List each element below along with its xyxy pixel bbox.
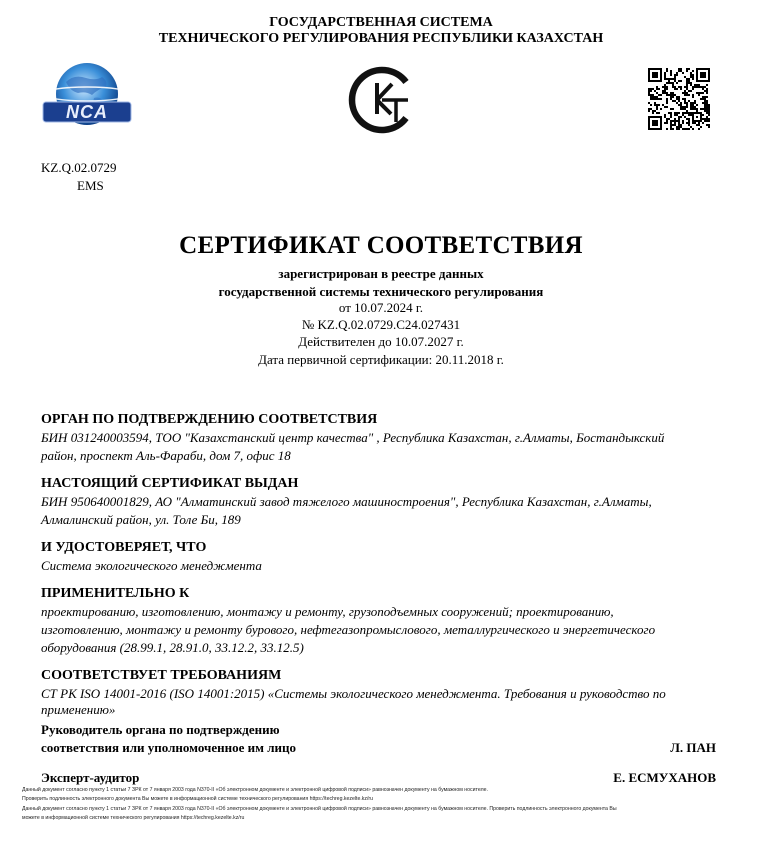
requirements-line-2: применению» [41,702,116,717]
authority-line-1: БИН 031240003594, ТОО "Казахстанский центр качества" , Республика Казахстан, г.Алматы, Бостандыкский [41,430,665,445]
certificate-date: от 10.07.2024 г. [338,300,424,315]
issued-to-line-1: БИН 950640001829, АО "Алматинский завод тяжелого машиностроения", Республика Казахстан, г.Алматы, [41,494,652,509]
certificate-title: СЕРТИФИКАТ СООТВЕТСТВИЯ [179,232,583,259]
head-label-line-2: соответствия или уполномоченное им лицо [41,740,296,755]
requirements-heading: СООТВЕТСТВУЕТ ТРЕБОВАНИЯМ [41,668,282,683]
registered-line-2: государственной системы технического регулирования [218,284,544,299]
issued-to-line-2: Алмалинский район, ул. Толе Би, 189 [41,512,241,527]
applicable-line-1: проектированию, изготовлению, монтажу и ремонту, грузоподъемных сооружений; проектированию, [41,604,614,619]
registered-line-1: зарегистрирован в реестре данных [278,266,484,281]
applicable-line-2: изготовлению, монтажу и ремонту бурового, нефтегазопромыслового, металлургического и энергетического [41,622,656,637]
issued-to-heading: НАСТОЯЩИЙ СЕРТИФИКАТ ВЫДАН [41,476,299,491]
footer-line-1: Данный документ согласно пункту 1 статьи 7 ЗРК от 7 января 2003 года N370-II «Об электронном документе и электронной цифровой подписи» равнозначен документу на бумажном носителе. [22,787,488,793]
first-cert-date: Дата первичной сертификации: 20.11.2018 г. [258,352,504,367]
expert-name: Е. ЕСМУХАНОВ [613,770,716,785]
header-line-1: ГОСУДАРСТВЕННАЯ СИСТЕМА [269,15,493,30]
header-line-2: ТЕХНИЧЕСКОГО РЕГУЛИРОВАНИЯ РЕСПУБЛИКИ КАЗАХСТАН [158,31,604,46]
head-name: Л. ПАН [670,740,716,755]
footer-line-3: Данный документ согласно пункту 1 статьи 7 ЗРК от 7 января 2003 года N370-II «Об электронном документе и электронной цифровой подписи» равнозначен документу на бумажном носителе. Проверить подлинность электронного документа Вы [22,806,617,812]
authority-line-2: район, проспект Аль-Фараби, дом 7, офис 18 [41,448,291,463]
valid-until: Действителен до 10.07.2027 г. [298,334,464,349]
applicable-heading: ПРИМЕНИТЕЛЬНО К [41,586,190,601]
footer-line-2: Проверить подлинность электронного документа Вы можете в информационной системе технического регулирования https://techreg.kezelte.kz/ru [22,796,374,802]
footer-line-4: можете в информационной системе технического регулирования https://techreg.kezelte.kz/ru [22,815,245,821]
expert-label: Эксперт-аудитор [41,770,140,785]
certifies-heading: И УДОСТОВЕРЯЕТ, ЧТО [41,540,207,555]
head-label-line-1: Руководитель органа по подтверждению [41,722,280,737]
registration-code: KZ.Q.02.0729 [41,160,117,175]
applicable-line-3: оборудования (28.99.1, 28.91.0, 33.12.2, 33.12.5) [41,640,304,655]
registration-type: EMS [77,178,104,193]
certifies-line-1: Система экологического менеджмента [41,558,262,573]
requirements-line-1: СТ РК ISO 14001-2016 (ISO 14001:2015) «Системы экологического менеджмента. Требования и руководство по [41,686,666,701]
qr-code-icon [648,68,710,130]
kz-conformity-mark-icon [346,64,416,136]
logo-text: NCA [66,102,108,122]
authority-heading: ОРГАН ПО ПОДТВЕРЖДЕНИЮ СООТВЕТСТВИЯ [41,412,378,427]
nca-logo [40,60,134,132]
certificate-number: № KZ.Q.02.0729.C24.027431 [301,317,461,332]
